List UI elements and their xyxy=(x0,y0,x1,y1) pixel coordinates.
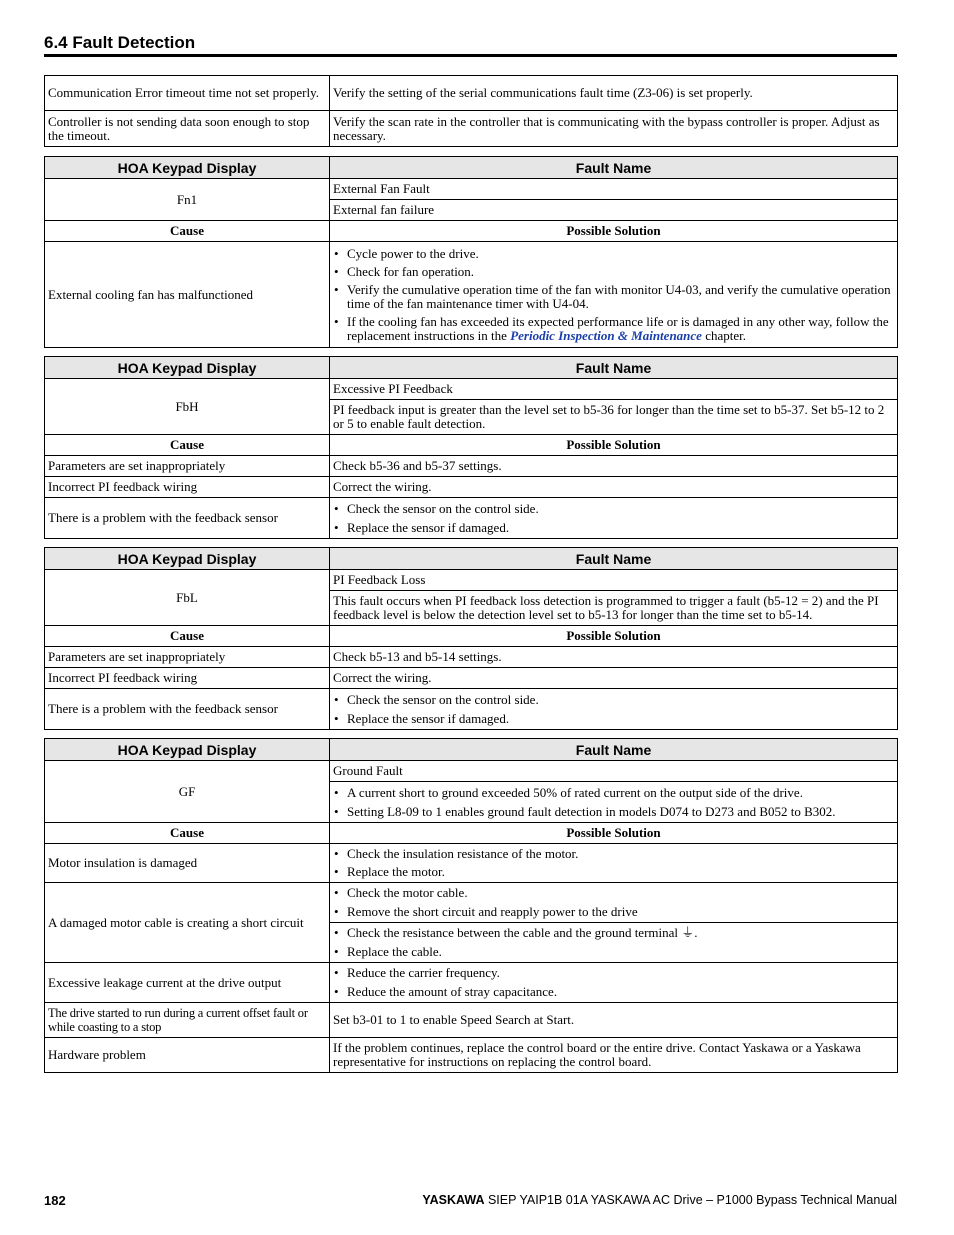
cause-cell: Communication Error timeout time not set properly. xyxy=(45,76,330,111)
fault-name-header: Fault Name xyxy=(330,357,898,379)
list-item: • Reduce the amount of stray capacitance. xyxy=(333,985,894,999)
table-header-row xyxy=(45,157,898,179)
table-subheader-row xyxy=(45,626,898,647)
fault-description xyxy=(330,782,898,823)
table-subheader-row xyxy=(45,435,898,456)
table-row xyxy=(45,76,898,111)
solution-cell: Check b5-13 and b5-14 settings. xyxy=(330,647,898,668)
solution-list xyxy=(333,886,894,919)
table-row xyxy=(45,1003,898,1038)
cause-cell: Hardware problem xyxy=(45,1038,330,1073)
table-subheader-row xyxy=(45,823,898,844)
table-header-row xyxy=(45,357,898,379)
solution-cell xyxy=(330,242,898,348)
fault-name: External Fan Fault xyxy=(330,179,898,200)
table-row xyxy=(45,761,898,782)
list-item: • Replace the motor. xyxy=(333,865,894,879)
solution-header: Possible Solution xyxy=(330,626,898,647)
cause-cell: External cooling fan has malfunctioned xyxy=(45,242,330,348)
list-item: • Check the sensor on the control side. xyxy=(333,693,894,707)
cause-cell: Parameters are set inappropriately xyxy=(45,456,330,477)
page-number: 182 xyxy=(44,1193,66,1208)
solution-list xyxy=(333,847,894,879)
list-item: • A current short to ground exceeded 50% of rated current on the output side of the drive. xyxy=(333,786,894,800)
solution-cell xyxy=(330,844,898,883)
solution-header: Possible Solution xyxy=(330,221,898,242)
footer-brand: YASKAWA xyxy=(422,1193,485,1207)
cause-cell: Incorrect PI feedback wiring xyxy=(45,477,330,498)
fault-name-header: Fault Name xyxy=(330,548,898,570)
list-item: • Reduce the carrier frequency. xyxy=(333,966,894,980)
solution-header: Possible Solution xyxy=(330,435,898,456)
description-list xyxy=(333,786,894,819)
solution-header: Possible Solution xyxy=(330,823,898,844)
solution-cell: Check b5-36 and b5-37 settings. xyxy=(330,456,898,477)
fault-table-fbh xyxy=(44,356,898,539)
table-header-row xyxy=(45,739,898,761)
cause-cell: Motor insulation is damaged xyxy=(45,844,330,883)
fault-description: This fault occurs when PI feedback loss detection is programmed to trigger a fault (b5-12 = 2) and the PI feedback level is below the detection level set to b5-13 for longer than the time set to b5-14. xyxy=(330,591,898,626)
table-row xyxy=(45,668,898,689)
cause-cell: A damaged motor cable is creating a short circuit xyxy=(45,883,330,963)
table-row xyxy=(45,477,898,498)
cause-cell: Parameters are set inappropriately xyxy=(45,647,330,668)
fault-name-header: Fault Name xyxy=(330,739,898,761)
display-header: HOA Keypad Display xyxy=(45,739,330,761)
fault-description: PI feedback input is greater than the level set to b5-36 for longer than the time set to b5-37. Set b5-12 to 2 or 5 to enable fault detection. xyxy=(330,400,898,435)
fault-name-header: Fault Name xyxy=(330,157,898,179)
fault-code: FbL xyxy=(45,570,330,626)
display-header: HOA Keypad Display xyxy=(45,157,330,179)
cause-cell: Excessive leakage current at the drive output xyxy=(45,963,330,1003)
list-item: • Check the motor cable. xyxy=(333,886,894,900)
table-row xyxy=(45,689,898,730)
solution-list xyxy=(333,966,894,999)
fault-code: FbH xyxy=(45,379,330,435)
solution-cell xyxy=(330,498,898,539)
solution-cell: Correct the wiring. xyxy=(330,477,898,498)
table-row xyxy=(45,242,898,348)
solution-list xyxy=(333,502,894,535)
fault-name: Excessive PI Feedback xyxy=(330,379,898,400)
section-header xyxy=(44,33,897,57)
fault-table-fn1 xyxy=(44,156,898,348)
solution-list xyxy=(333,247,894,343)
cause-header: Cause xyxy=(45,626,330,647)
list-item: • Verify the cumulative operation time of the fan with monitor U4-03, and verify the cumulative operation time of the fan maintenance timer with U4-04. xyxy=(333,283,894,311)
fault-table-fbl xyxy=(44,547,898,730)
fault-name: PI Feedback Loss xyxy=(330,570,898,591)
list-item: • Remove the short circuit and reapply power to the drive xyxy=(333,905,894,919)
table-subheader-row xyxy=(45,221,898,242)
fault-code: Fn1 xyxy=(45,179,330,221)
list-item: • Setting L8-09 to 1 enables ground fault detection in models D074 to D273 and B052 to B302. xyxy=(333,805,894,819)
table-row xyxy=(45,456,898,477)
list-item: • Check the resistance between the cable and the ground terminal ⏚. xyxy=(333,926,894,940)
table-row xyxy=(45,179,898,200)
table-row xyxy=(45,1038,898,1073)
solution-cell: Verify the scan rate in the controller that is communicating with the bypass controller is proper. Adjust as necessary. xyxy=(330,111,898,147)
list-item: • Replace the cable. xyxy=(333,945,894,959)
list-item xyxy=(333,315,894,343)
fault-table-gf xyxy=(44,738,898,1073)
solution-cell: Set b3-01 to 1 to enable Speed Search at Start. xyxy=(330,1003,898,1038)
continuation-table xyxy=(44,75,898,147)
table-row xyxy=(45,570,898,591)
cause-header: Cause xyxy=(45,435,330,456)
section-title: 6.4 Fault Detection xyxy=(44,33,196,52)
solution-text: If the cooling fan has exceeded its expected performance life or is damaged in any other way, follow the replacement instructions in the xyxy=(347,313,889,343)
cause-cell: The drive started to run during a current offset fault or while coasting to a stop xyxy=(45,1003,330,1038)
solution-cell xyxy=(330,883,898,923)
cause-cell: Controller is not sending data soon enough to stop the timeout. xyxy=(45,111,330,147)
display-header: HOA Keypad Display xyxy=(45,357,330,379)
table-row xyxy=(45,111,898,147)
solution-cell xyxy=(330,689,898,730)
solution-cell: Verify the setting of the serial communications fault time (Z3-06) is set properly. xyxy=(330,76,898,111)
fault-description: External fan failure xyxy=(330,200,898,221)
list-item: • Replace the sensor if damaged. xyxy=(333,521,894,535)
footer-manual-title: SIEP YAIP1B 01A YASKAWA AC Drive – P1000 Bypass Technical Manual xyxy=(487,1193,897,1207)
solution-cell xyxy=(330,923,898,963)
table-row xyxy=(45,379,898,400)
cause-header: Cause xyxy=(45,823,330,844)
table-row xyxy=(45,883,898,923)
list-item: • Check the sensor on the control side. xyxy=(333,502,894,516)
solution-cell: If the problem continues, replace the control board or the entire drive. Contact Yaskawa or a Yaskawa representative for instructions on replacing the control board. xyxy=(330,1038,898,1073)
table-row xyxy=(45,963,898,1003)
fault-code: GF xyxy=(45,761,330,823)
list-item: • Check the insulation resistance of the motor. xyxy=(333,847,894,861)
list-item: • Cycle power to the drive. xyxy=(333,247,894,261)
solution-text: chapter. xyxy=(705,327,746,343)
display-header: HOA Keypad Display xyxy=(45,548,330,570)
list-item: • Check for fan operation. xyxy=(333,265,894,279)
solution-cell xyxy=(330,963,898,1003)
solution-list xyxy=(333,926,894,959)
cause-cell: There is a problem with the feedback sensor xyxy=(45,498,330,539)
cause-header: Cause xyxy=(45,221,330,242)
chapter-link[interactable]: Periodic Inspection & Maintenance xyxy=(510,327,702,343)
cause-cell: There is a problem with the feedback sensor xyxy=(45,689,330,730)
solution-cell: Correct the wiring. xyxy=(330,668,898,689)
cause-cell: Incorrect PI feedback wiring xyxy=(45,668,330,689)
solution-list xyxy=(333,693,894,726)
table-row xyxy=(45,647,898,668)
footer-text xyxy=(422,1193,897,1207)
table-header-row xyxy=(45,548,898,570)
table-row xyxy=(45,498,898,539)
table-row xyxy=(45,844,898,883)
list-item: • Replace the sensor if damaged. xyxy=(333,712,894,726)
fault-name: Ground Fault xyxy=(330,761,898,782)
